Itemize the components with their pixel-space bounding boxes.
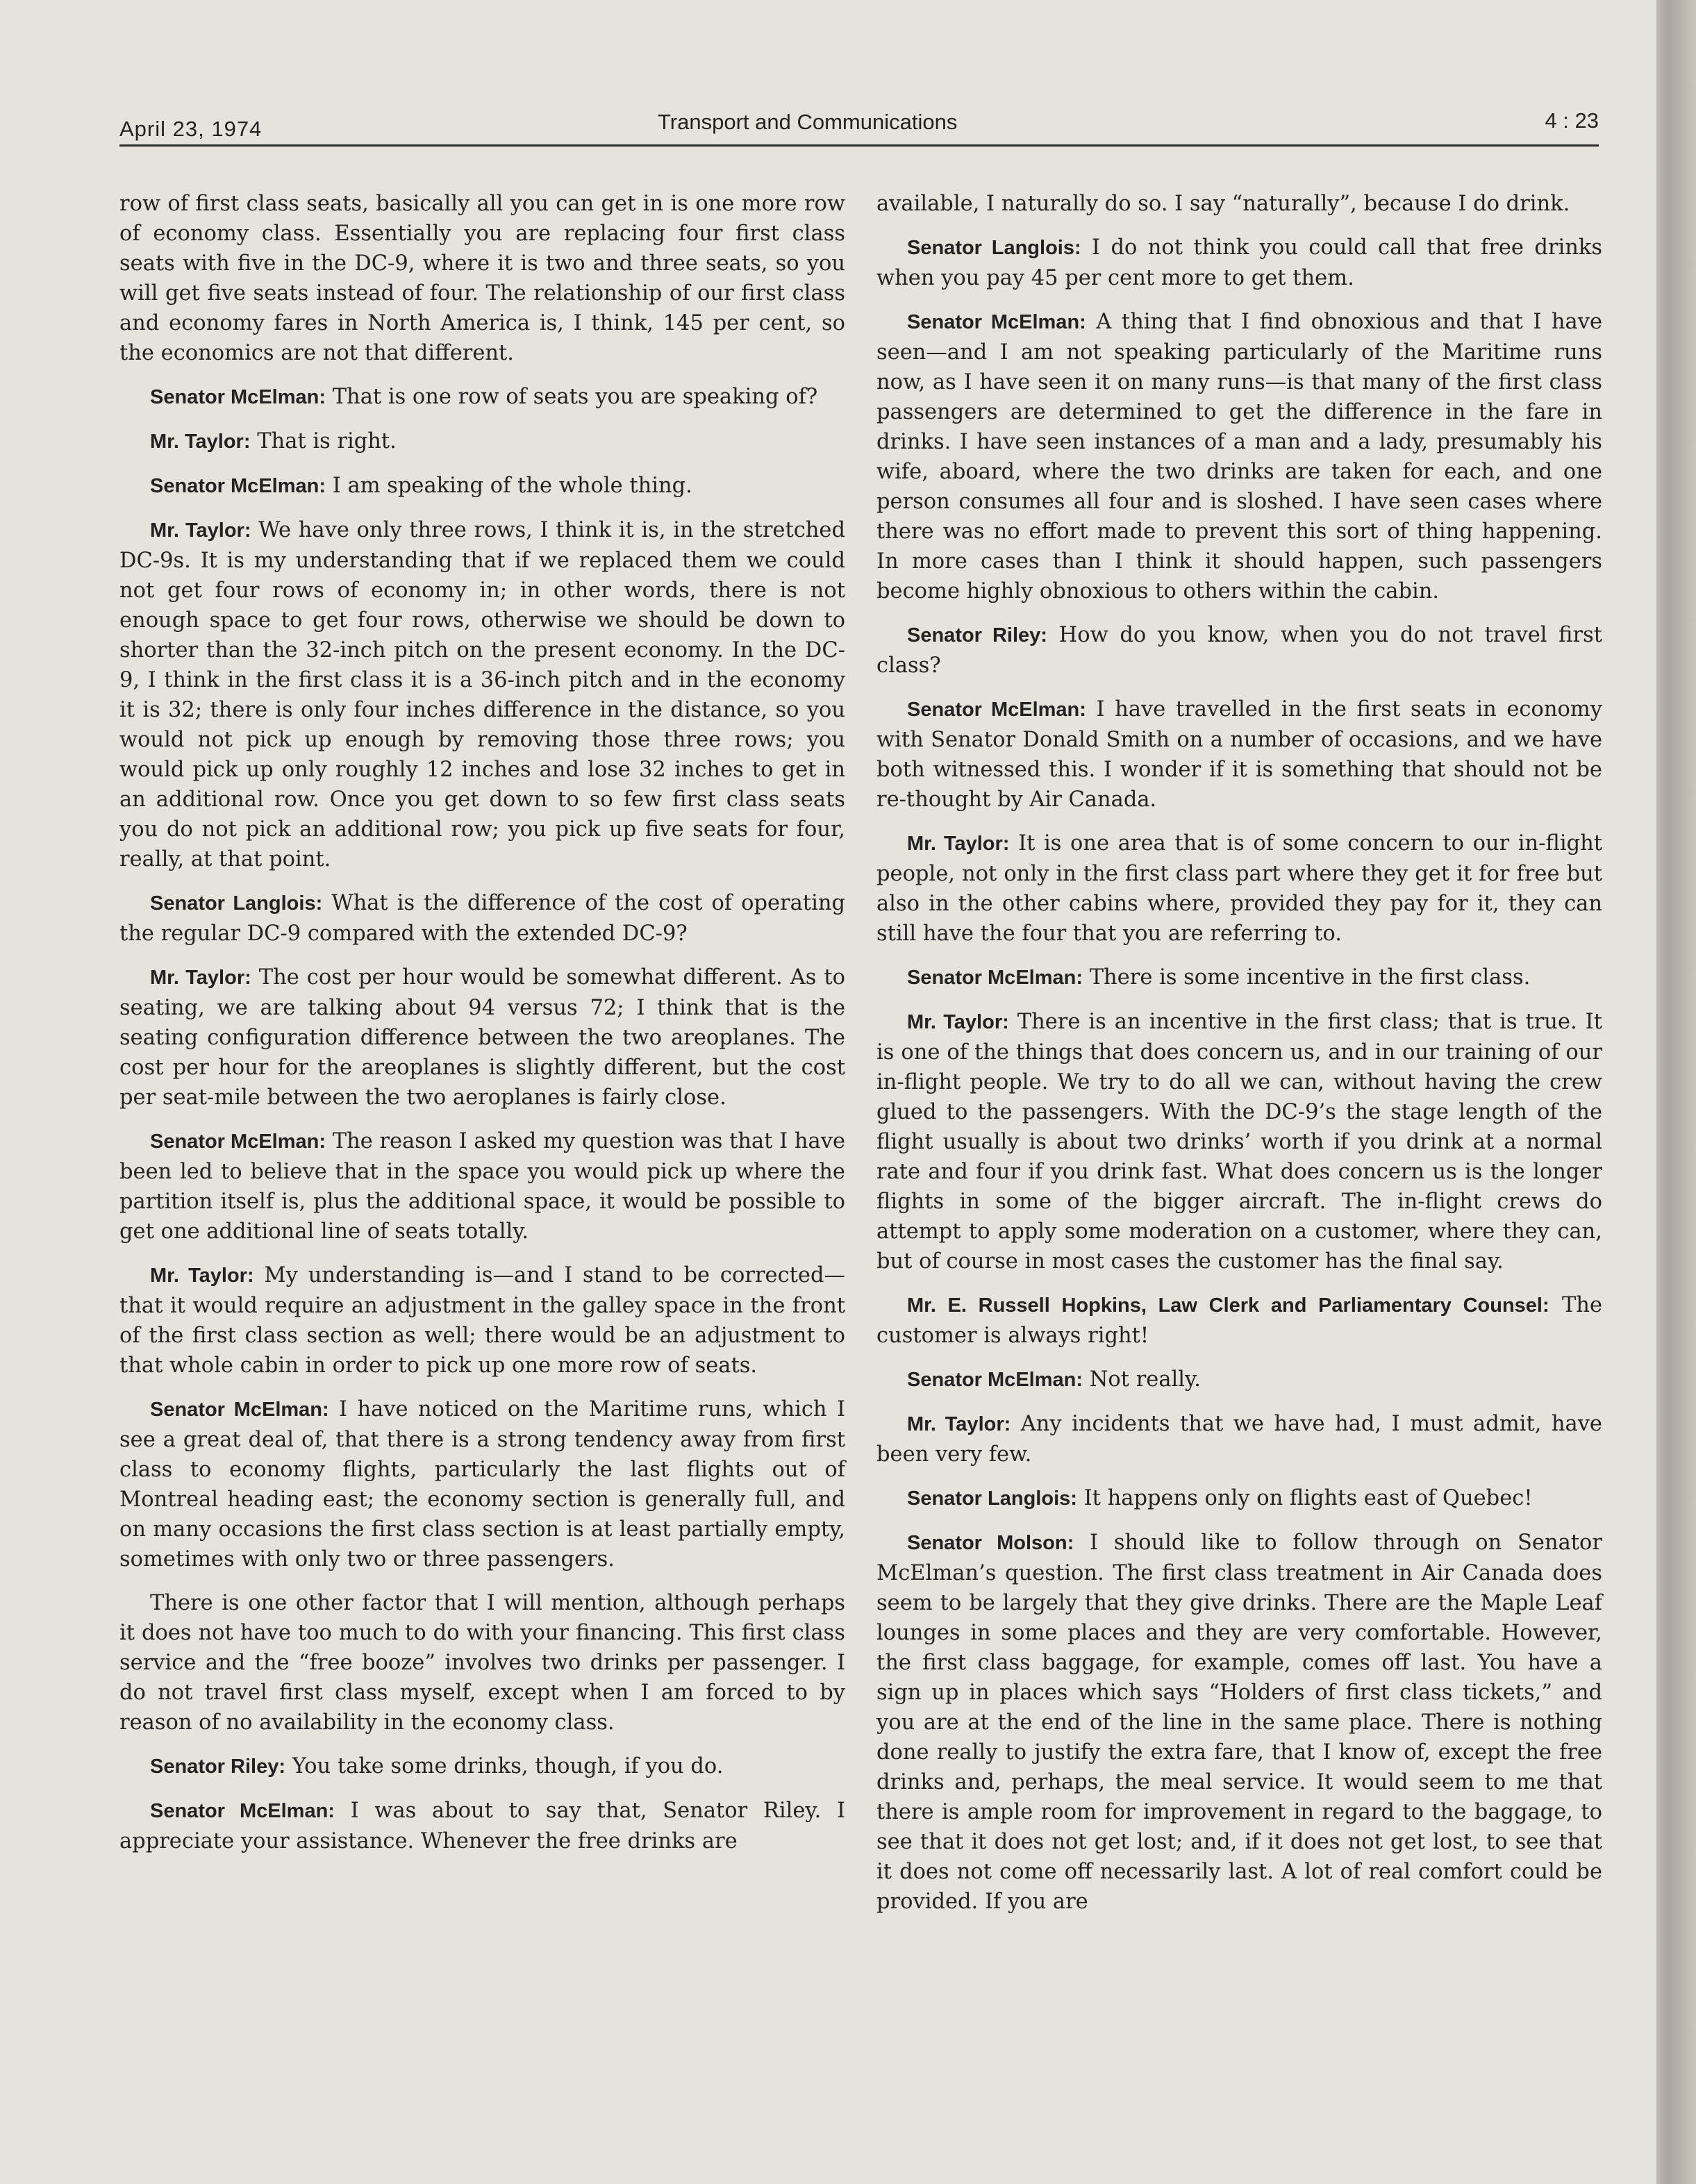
paragraph-text: I am speaking of the whole thing. [332,474,692,498]
paragraph-text: The reason I asked my question was that I have been led to believe that in the space you would pick up where the partition itself is, plus the additional space, it would be possible to get one additional line of seats totally. [119,1129,846,1244]
paragraph-text: The cost per hour would be somewhat different. As to seating, we are talking about 94 versus 72; I think that is the seating configuration difference between the two areoplanes. The cost per hour for the areoplanes is slightly different, but the cost per seat-mile between the two aeroplanes is fairly close. [119,965,845,1110]
speaker-name: Mr. Taylor: [150,519,251,542]
paragraph [119,1751,845,1782]
speaker-name: Senator McElman: [907,967,1083,989]
paragraph-text: I do not think you could call that free drinks when you pay 45 per cent more to get them. [876,235,1602,290]
paragraph [876,233,1602,293]
speaker-name: Senator Molson: [907,1532,1074,1554]
paragraph-text: There is one other factor that I will mention, although perhaps it does not have too much to do with your financing. This first class service and the “free booze” involves two drinks per passenger. I do not travel first class myself, except when I am forced to by reason of no availability in the economy class. [119,1591,845,1735]
speaker-name: Senator McElman: [150,1399,329,1421]
header-title: Transport and Communications [658,110,958,134]
paragraph-text: I should like to follow through on Senator McElman’s question. The first class treatment in Air Canada does seem to be largely that they give drinks. There are the Maple Leaf lounges in some places and they are very comfortable. However, the first class baggage, for example, comes off last. You have a sign up in places which says “Holders of first class tickets,” and you are at the end of the line in the same place. There is nothing done really to justify the extra fare, that I know of, except the free drinks and, perhaps, the meal service. It would seem to me that there is ample room for improvement in regard to the baggage, to see that it does not get lost; and, if it does not get lost, to see that it does not come off necessarily last. A lot of real comfort could be provided. If you are [876,1531,1602,1914]
paragraph [119,382,845,412]
page-edge [1656,0,1696,2184]
speaker-name: Senator McElman: [150,1800,335,1822]
right-column [876,189,1602,1931]
paragraph [876,962,1602,993]
speaker-name: Mr. Taylor: [907,833,1010,855]
paragraph [119,471,845,501]
paragraph [119,515,845,874]
paragraph-text: My understanding is—and I stand to be corrected—that it would require an adjustment in the galley space in the front of the first class section as well; there would be an adjustment to that whole cabin in order to pick up one more row of seats. [119,1263,845,1378]
paragraph [119,1588,845,1737]
paragraph-text: That is one row of seats you are speaking of? [332,385,818,409]
header-page-number: 4 : 23 [1545,108,1599,133]
paragraph [876,1290,1602,1351]
paragraph-text: You take some drinks, though, if you do. [292,1754,724,1778]
left-column [119,189,845,1870]
speaker-name: Senator McElman: [150,475,326,497]
speaker-name: Senator McElman: [150,1131,326,1153]
speaker-name: Senator Langlois: [907,237,1081,259]
paragraph-text: The customer is always right! [876,1293,1602,1348]
paragraph-text: That is right. [257,429,397,453]
paragraph-text: What is the difference of the cost of operating the regular DC-9 compared with the extended DC-9? [119,891,845,946]
paragraph-text: It happens only on flights east of Quebec! [1083,1486,1533,1510]
paragraph [876,1528,1602,1917]
speaker-name: Senator Riley: [907,624,1047,647]
speaker-name: Senator McElman: [907,699,1086,721]
paragraph-text: Not really. [1089,1367,1201,1392]
paragraph-text: available, I naturally do so. I say “naturally”, because I do drink. [876,192,1570,216]
paragraph [876,189,1602,219]
paragraph [119,426,845,457]
speaker-name: Mr. E. Russell Hopkins, Law Clerk and Parliamentary Counsel: [907,1294,1549,1317]
speaker-name: Mr. Taylor: [150,967,251,989]
paragraph [876,1483,1602,1514]
paragraph [876,307,1602,606]
paragraph [876,620,1602,681]
paragraph-text: Any incidents that we have had, I must admit, have been very few. [876,1412,1602,1467]
paragraph [119,1126,845,1247]
paragraph [119,888,845,949]
paragraph [876,1409,1602,1469]
speaker-name: Senator Langlois: [150,892,323,915]
paragraph-text: We have only three rows, I think it is, in the stretched DC-9s. It is my understanding that if we replaced them we could not get four rows of economy in; in other words, there is not enough space to get four rows, otherwise we should be down to shorter than the 32-inch pitch on the present economy. In the DC-9, I think in the first class it is a 36-inch pitch and in the economy it is 32; there is only four inches difference in the distance, so you would not pick up enough by removing those three rows; you would pick up only roughly 12 inches and lose 32 inches to get in an additional row. Once you get down to so few first class seats you do not pick an additional row; you pick up five seats for four, really, at that point. [119,518,846,872]
header-date: April 23, 1974 [119,117,263,141]
paragraph-text: How do you know, when you do not travel first class? [876,623,1602,678]
paragraph [876,1007,1602,1276]
speaker-name: Mr. Taylor: [907,1011,1009,1033]
speaker-name: Mr. Taylor: [150,1265,254,1287]
speaker-name: Mr. Taylor: [907,1413,1011,1435]
speaker-name: Senator McElman: [150,386,326,408]
speaker-name: Mr. Taylor: [150,431,251,453]
paragraph [119,1796,845,1856]
paragraph [119,189,845,368]
paragraph-text: There is an incentive in the first class; that is true. It is one of the things that does concern us, and in our training of our in-flight people. We try to do all we can, without having the crew glued to the passengers. With the DC-9’s the stage length of the flight usually is about two drinks’ worth if you drink at a normal rate and four if you drink fast. What does concern us is the longer flights in some of the bigger aircraft. The in-flight crews do attempt to apply some moderation on a customer, where they can, but of course in most cases the customer has the final say. [876,1010,1602,1274]
paragraph [876,694,1602,815]
paragraph-text: I was about to say that, Senator Riley. I appreciate your assistance. Whenever the free drinks are [119,1799,846,1853]
paragraph [119,962,845,1112]
paragraph [119,1260,845,1381]
paragraph [119,1394,845,1574]
paragraph-text: There is some incentive in the first class. [1089,965,1531,990]
speaker-name: Senator McElman: [907,1369,1083,1391]
paragraph-text: I have travelled in the first seats in economy with Senator Donald Smith on a number of occasions, and we have both witnessed this. I wonder if it is something that should not be re-thought by Air Canada. [876,697,1603,812]
speaker-name: Senator McElman: [907,311,1086,333]
paragraph-text: I have noticed on the Maritime runs, which I see a great deal of, that there is a strong tendency away from first class to economy flights, particularly the last flights out of Montreal heading east; the economy section is generally full, and on many occasions the first class section is at least partially empty, sometimes with only two or three passengers. [119,1397,845,1572]
speaker-name: Senator Riley: [150,1756,285,1778]
paragraph-text: A thing that I find obnoxious and that I have seen—and I am not speaking particularly of the Maritime runs now, as I have seen it on many runs—is that many of the first class passengers are determined to get the difference in the fare in drinks. I have seen instances of a man and a lady, presumably his wife, aboard, where the two drinks are taken for each, and one person consumes all four and is sloshed. I have seen cases where there was no effort made to prevent this sort of thing happening. In more cases than I think it should happen, such passengers become highly obnoxious to others within the cabin. [876,310,1602,603]
paragraph [876,828,1602,949]
speaker-name: Senator Langlois: [907,1487,1077,1510]
paragraph-text: It is one area that is of some concern to our in-flight people, not only in the first class part where they get it for free but also in the other cabins where, provided they pay for it, they can still have the four that you are referring to. [876,831,1603,946]
paragraph [876,1365,1602,1395]
running-header [119,103,1599,147]
paragraph-text: row of first class seats, basically all you can get in is one more row of economy class. Essentially you are replacing four first class seats with five in the DC-9, where it is two and three seats, so you will get five seats instead of four. The relationship of our first class and economy fares in North America is, I think, 145 per cent, so the economics are not that different. [119,192,845,365]
